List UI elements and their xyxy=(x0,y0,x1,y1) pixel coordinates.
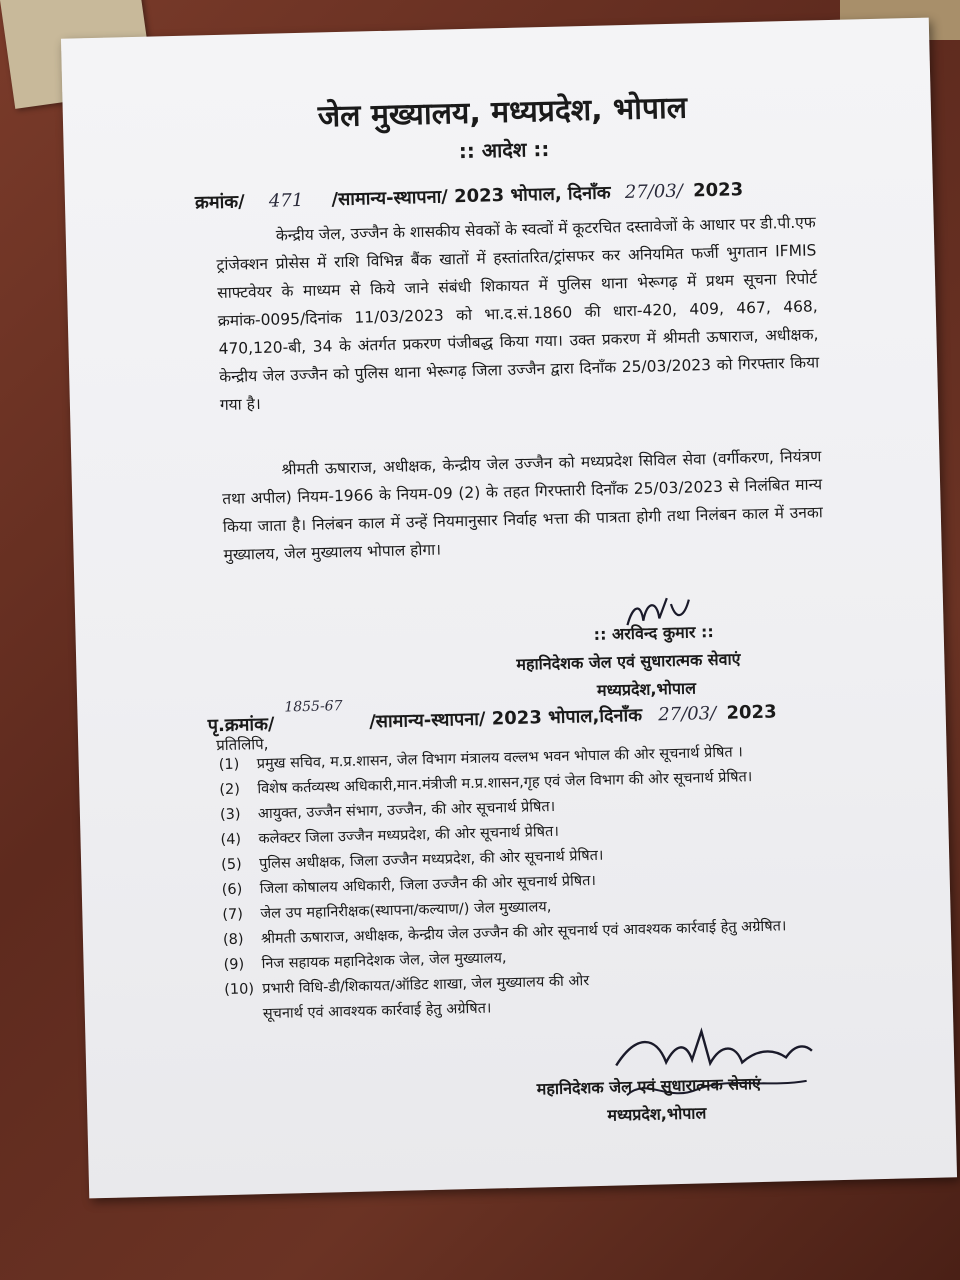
list-item: (4) कलेक्टर जिला उज्जैन मध्यप्रदेश, की ओर सूचनार्थ प्रेषित। xyxy=(220,823,560,849)
signatory-name: :: अरविन्द कुमार :: xyxy=(593,622,714,644)
copy-list xyxy=(218,737,885,1028)
list-item: (5) पुलिस अधीक्षक, जिला उज्जैन मध्यप्रदेश, की ओर सूचनार्थ प्रेषित। xyxy=(221,847,604,874)
reference-year: 2023 xyxy=(692,179,744,202)
list-item: (8) श्रीमती ऊषाराज, अधीक्षक, केन्द्रीय जेल उज्जैन की ओर सूचनार्थ एवं आवश्यक कार्रवाई हेतु अग्रेषित। xyxy=(222,918,787,949)
signatory-designation: महानिदेशक जेल एवं सुधारात्मक सेवाएं xyxy=(516,649,741,674)
order-heading: :: आदेश :: xyxy=(458,136,550,164)
endorsement-middle: /सामान्य-स्थापना/ 2023 भोपाल,दिनाँक xyxy=(368,704,643,733)
paragraph-2-text: श्रीमती ऊषाराज, अधीक्षक, केन्द्रीय जेल उज्जैन को मध्यप्रदेश सिविल सेवा (वर्गीकरण, नियंत्रण तथा अपील) नियम-1966 के नियम-09 (2) के तहत गिरफ्तारी दिनाँक 25/03/2023 से निलंबित मान्य किया जाता है। निलंबन काल में उन्हें नियमानुसार निर्वाह भत्ता की पात्रता होगी तथा निलंबन काल में उनका मुख्यालय, जेल मुख्यालय भोपाल होगा। xyxy=(222,447,823,564)
reference-middle: /सामान्य-स्थापना/ 2023 भोपाल, दिनाँक xyxy=(331,182,611,211)
endorsement-place: मध्यप्रदेश,भोपाल xyxy=(607,1103,707,1125)
document-title: जेल मुख्यालय, मध्यप्रदेश, भोपाल xyxy=(317,90,688,135)
endorsement-reference-line xyxy=(207,699,776,737)
signatory-place: मध्यप्रदेश,भोपाल xyxy=(596,678,697,700)
list-item: (6) जिला कोषालय अधिकारी, जिला उज्जैन की ओर सूचनार्थ प्रेषित। xyxy=(221,872,597,899)
reference-date: 27/03/ xyxy=(624,180,684,204)
list-item: (7) जेल उप महानिरीक्षक(स्थापना/कल्याण/) जेल मुख्यालय, xyxy=(222,899,552,924)
reference-number: 471 xyxy=(268,189,304,212)
list-item: (2) विशेष कर्तव्यस्थ अधिकारी,मान.मंत्रीजी म.प्र.शासन,गृह एवं जेल विभाग की ओर सूचनार्थ प्रेषित। xyxy=(219,769,753,799)
list-item: (9) निज सहायक महानिदेशक जेल, जेल मुख्यालय, xyxy=(223,950,507,974)
copy-heading: प्रतिलिपि, xyxy=(216,734,269,755)
reference-line xyxy=(195,177,744,214)
endorsement-designation: महानिदेशक जेल एवं सुधारात्मक सेवाएं xyxy=(536,1073,762,1099)
signature-scribble-2 xyxy=(605,1020,827,1115)
list-item: (1) प्रमुख सचिव, म.प्र.शासन, जेल विभाग मंत्रालय वल्लभ भवन भोपाल की ओर सूचनार्थ प्रेषित । xyxy=(218,744,743,774)
paragraph-1-text: केन्द्रीय जेल, उज्जैन के शासकीय सेवकों के स्वत्वों में कूटरचित दस्तावेजों के आधार पर डी.पी.एफ ट्रांजेक्शन प्रोसेस में राशि विभिन्न बैंक खातों में हस्तांतरित/ट्रांसफर कर अनियमित फर्जी भुगतान IFMIS साफ्टवेयर के माध्यम से किये जाने संबंधी शिकायत में पुलिस थाना भेरूगढ़ में प्रथम सूचना रिपोर्ट क्रमांक-0095/दिनांक 11/03/2023 को भा.द.सं.1860 की धारा-420, 409, 467, 468, 470,120-बी, 34 के अंतर्गत प्रकरण पंजीबद्ध किया गया। उक्त प्रकरण में श्रीमती ऊषाराज, अधीक्षक, केन्द्रीय जेल उज्जैन को पुलिस थाना भेरूगढ़ जिला उज्जैन द्वारा दिनाँक 25/03/2023 को गिरफ्तार किया गया है। xyxy=(216,213,820,414)
reference-label: क्रमांक/ xyxy=(194,191,245,214)
endorsement-label: पृ.क्रमांक/ xyxy=(207,713,275,737)
body-paragraph-2 xyxy=(221,442,824,569)
list-item: (3) आयुक्त, उज्जैन संभाग, उज्जैन, की ओर सूचनार्थ प्रेषित। xyxy=(219,798,556,824)
body-paragraph-1 xyxy=(216,208,821,419)
document-sheet xyxy=(61,18,957,1199)
list-item: (10) प्रभारी विधि-डी/शिकायत/ऑडिट शाखा, जेल मुख्यालय की ओर सूचनार्थ एवं आवश्यक कार्रवाई हेतु अग्रेषित। xyxy=(224,973,590,1023)
endorsement-date: 27/03/ xyxy=(658,702,717,726)
endorsement-number: 1855-67 xyxy=(284,698,343,716)
endorsement-year: 2023 xyxy=(726,701,777,724)
